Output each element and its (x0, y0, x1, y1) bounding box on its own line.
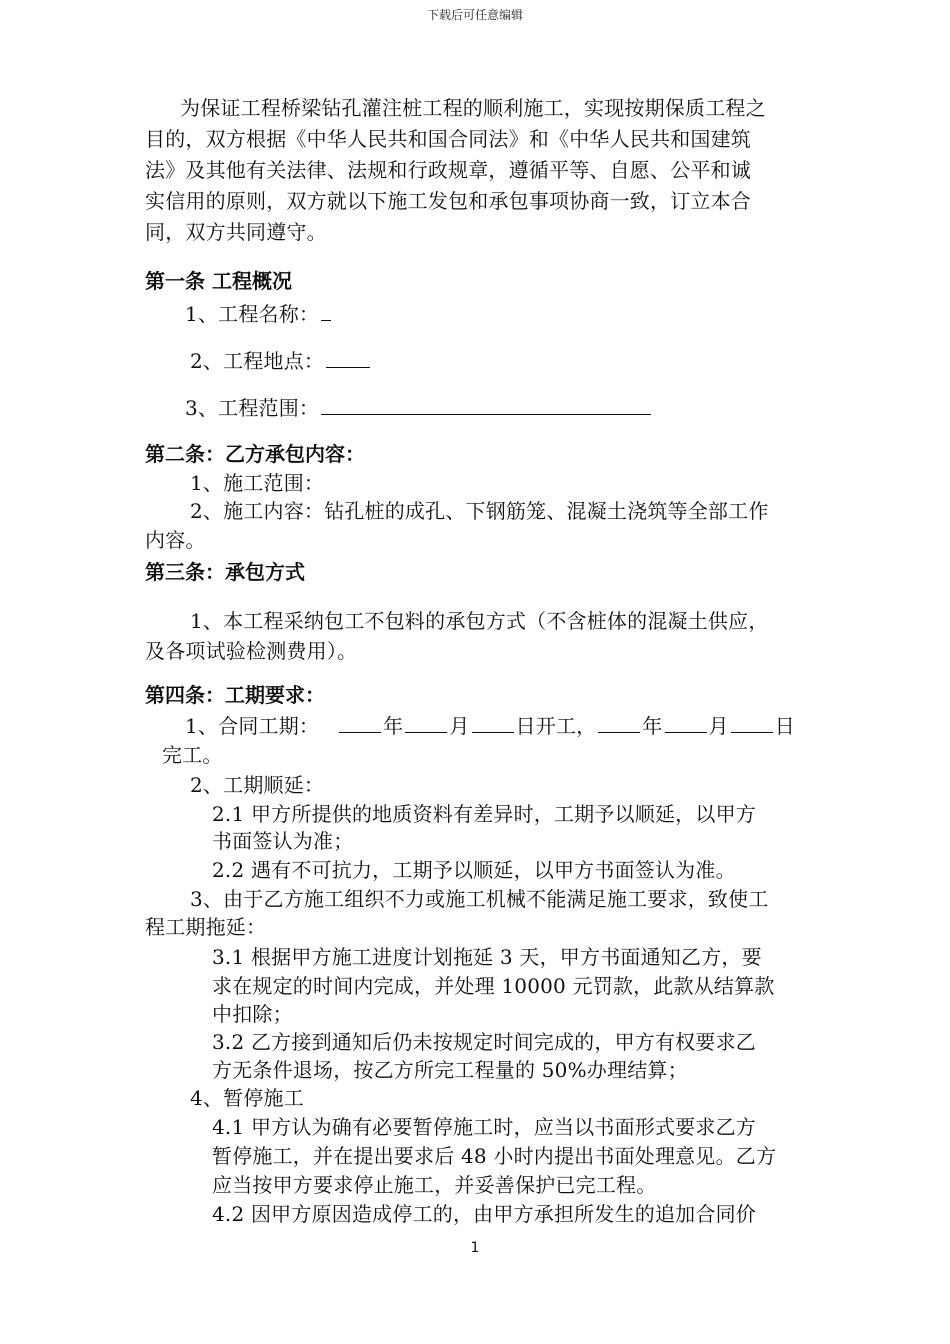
clause-3-1-line-2: 求在规定的时间内完成，并处理 10000 元罚款，此款从结算款 (212, 974, 775, 998)
construction-content-line-1: 2、施工内容：钻孔桩的成孔、下钢筋笼、混凝土浇筑等全部工作 (190, 499, 769, 523)
end-year-unit: 年 (642, 714, 663, 738)
clause-4-2-line-1: 4.2 因甲方原因造成停工的，由甲方承担所发生的追加合同价 (212, 1202, 756, 1226)
end-day-unit: 日 (774, 714, 795, 738)
clause-2-1-line-2: 书面签认为准； (212, 829, 354, 853)
delay-clause-line-2: 程工期拖延： (145, 915, 267, 939)
clause-2-2: 2.2 遇有不可抗力，工期予以顺延，以甲方书面签认为准。 (212, 858, 736, 882)
project-name-item (185, 299, 333, 329)
clause-4-1-line-3: 应当按甲方要求停止施工，并妥善保护已完工程。 (212, 1173, 657, 1197)
start-year-blank (339, 712, 381, 733)
contract-period-label: 1、合同工期： (185, 714, 320, 738)
delay-clause-line-1: 3、由于乙方施工组织不力或施工机械不能满足施工要求，致使工 (190, 887, 769, 911)
project-scope-blank (321, 394, 651, 415)
intro-line-1: 为保证工程桥梁钻孔灌注桩工程的顺利施工，实现按期保质工程之 (180, 96, 766, 120)
end-month-unit: 月 (708, 714, 729, 738)
construction-scope: 1、施工范围： (190, 471, 325, 495)
page-header: 下载后可任意编辑 (426, 8, 523, 22)
article-4-title: 第四条：工期要求： (145, 683, 325, 707)
start-day-blank (472, 712, 514, 733)
project-scope-label: 3、工程范围： (185, 396, 320, 420)
contract-period-line-2: 完工。 (162, 743, 223, 767)
end-day-blank (731, 712, 773, 733)
end-year-blank (598, 712, 640, 733)
contract-method-line-1: 1、本工程采纳包工不包料的承包方式（不含桩体的混凝土供应， (190, 609, 769, 633)
suspension-title: 4、暂停施工 (190, 1086, 304, 1110)
article-3-title: 第三条：承包方式 (145, 560, 305, 584)
construction-content-line-2: 内容。 (145, 528, 206, 552)
period-extension-title: 2、工期顺延： (190, 773, 325, 797)
contract-method-line-2: 及各项试验检测费用）。 (145, 639, 358, 663)
contract-period-line-1 (185, 711, 795, 741)
intro-line-4: 实信用的原则，双方就以下施工发包和承包事项协商一致，订立本合 (145, 189, 751, 213)
end-month-blank (665, 712, 707, 733)
clause-3-1-line-1: 3.1 根据甲方施工进度计划拖延 3 天，甲方书面通知乙方，要 (212, 945, 762, 969)
article-1-title: 第一条 工程概况 (145, 269, 292, 293)
intro-line-5: 同，双方共同遵守。 (145, 220, 327, 244)
intro-line-3: 法》及其他有关法律、法规和行政规章，遵循平等、自愿、公平和诚 (145, 158, 751, 182)
start-month-blank (405, 712, 447, 733)
project-location-item (190, 346, 372, 376)
clause-4-1-line-2: 暂停施工，并在提出要求后 48 小时内提出书面处理意见。乙方 (212, 1144, 777, 1168)
start-year-unit: 年 (383, 714, 404, 738)
clause-3-2-line-1: 3.2 乙方接到通知后仍未按规定时间完成的，甲方有权要求乙 (212, 1030, 756, 1054)
project-name-blank (321, 300, 331, 321)
project-name-label: 1、工程名称： (185, 302, 320, 326)
clause-3-1-line-3: 中扣除； (212, 1002, 293, 1026)
intro-line-2: 目的，双方根据《中华人民共和国合同法》和《中华人民共和国建筑 (145, 127, 751, 151)
project-location-label: 2、工程地点： (190, 349, 325, 373)
start-day-unit: 日开工， (515, 714, 597, 738)
page-number: 1 (470, 1240, 480, 1256)
project-scope-item (185, 393, 653, 423)
clause-3-2-line-2: 方无条件退场，按乙方所完工程量的 50%办理结算； (212, 1058, 688, 1082)
start-month-unit: 月 (449, 714, 470, 738)
project-location-blank (326, 347, 370, 368)
clause-4-1-line-1: 4.1 甲方认为确有必要暂停施工时，应当以书面形式要求乙方 (212, 1115, 756, 1139)
article-2-title: 第二条：乙方承包内容： (145, 442, 365, 466)
clause-2-1-line-1: 2.1 甲方所提供的地质资料有差异时，工期予以顺延，以甲方 (212, 802, 756, 826)
